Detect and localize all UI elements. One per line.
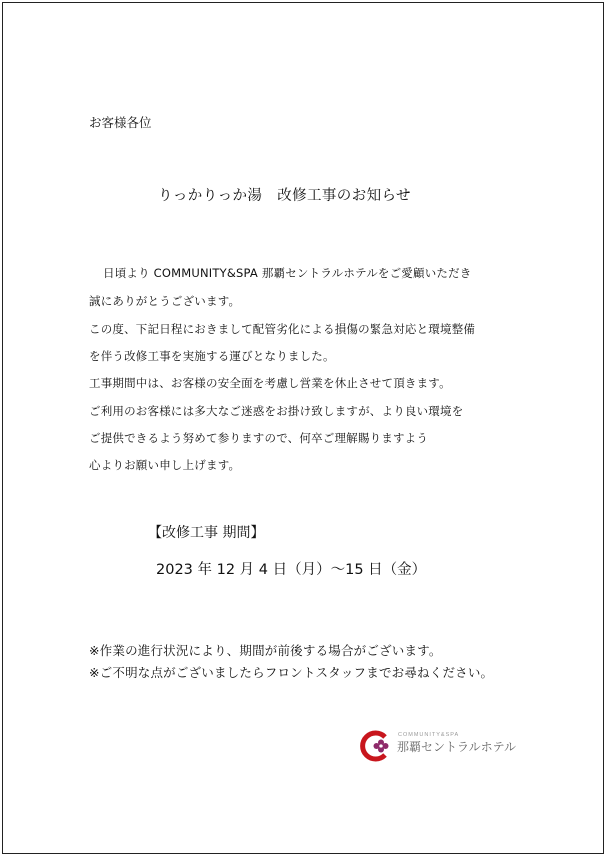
logo-mark-icon — [355, 729, 397, 763]
body-line: 誠にありがとうございます。 — [89, 294, 241, 308]
body-line: 日頃より COMMUNITY&SPA 那覇セントラルホテルをご愛顧いただき — [103, 266, 472, 280]
body-line: ご提供できるよう努めて参りますので、何卒ご理解賜りますよう — [89, 431, 429, 445]
body-line: この度、下記日程におきまして配管劣化による損傷の緊急対応と環境整備 — [89, 322, 476, 336]
notice-page — [2, 2, 604, 854]
notice-title: りっかりっか湯 改修工事のお知らせ — [158, 188, 411, 204]
period-heading: 【改修工事 期間】 — [148, 525, 265, 541]
hotel-logo — [355, 729, 515, 763]
body-line: を伴う改修工事を実施する運びとなりました。 — [89, 349, 335, 363]
logo-hotel-name: 那覇セントラルホテル — [397, 740, 517, 754]
period-dates: 2023 年 12 月 4 日（月）～15 日（金） — [156, 562, 427, 578]
body-line: 心よりお願い申し上げます。 — [89, 458, 241, 472]
body-line: ご利用のお客様には多大なご迷惑をお掛け致しますが、より良い環境を — [89, 404, 464, 418]
body-line: 工事期間中は、お客様の安全面を考慮し営業を休止させて頂きます。 — [89, 376, 451, 390]
note-line: ※作業の進行状況により、期間が前後する場合がございます。 — [89, 643, 442, 658]
salutation: お客様各位 — [89, 115, 152, 130]
note-line: ※ご不明な点がございましたらフロントスタッフまでお尋ねください。 — [89, 665, 494, 680]
logo-small-text: COMMUNITY&SPA — [398, 732, 460, 738]
